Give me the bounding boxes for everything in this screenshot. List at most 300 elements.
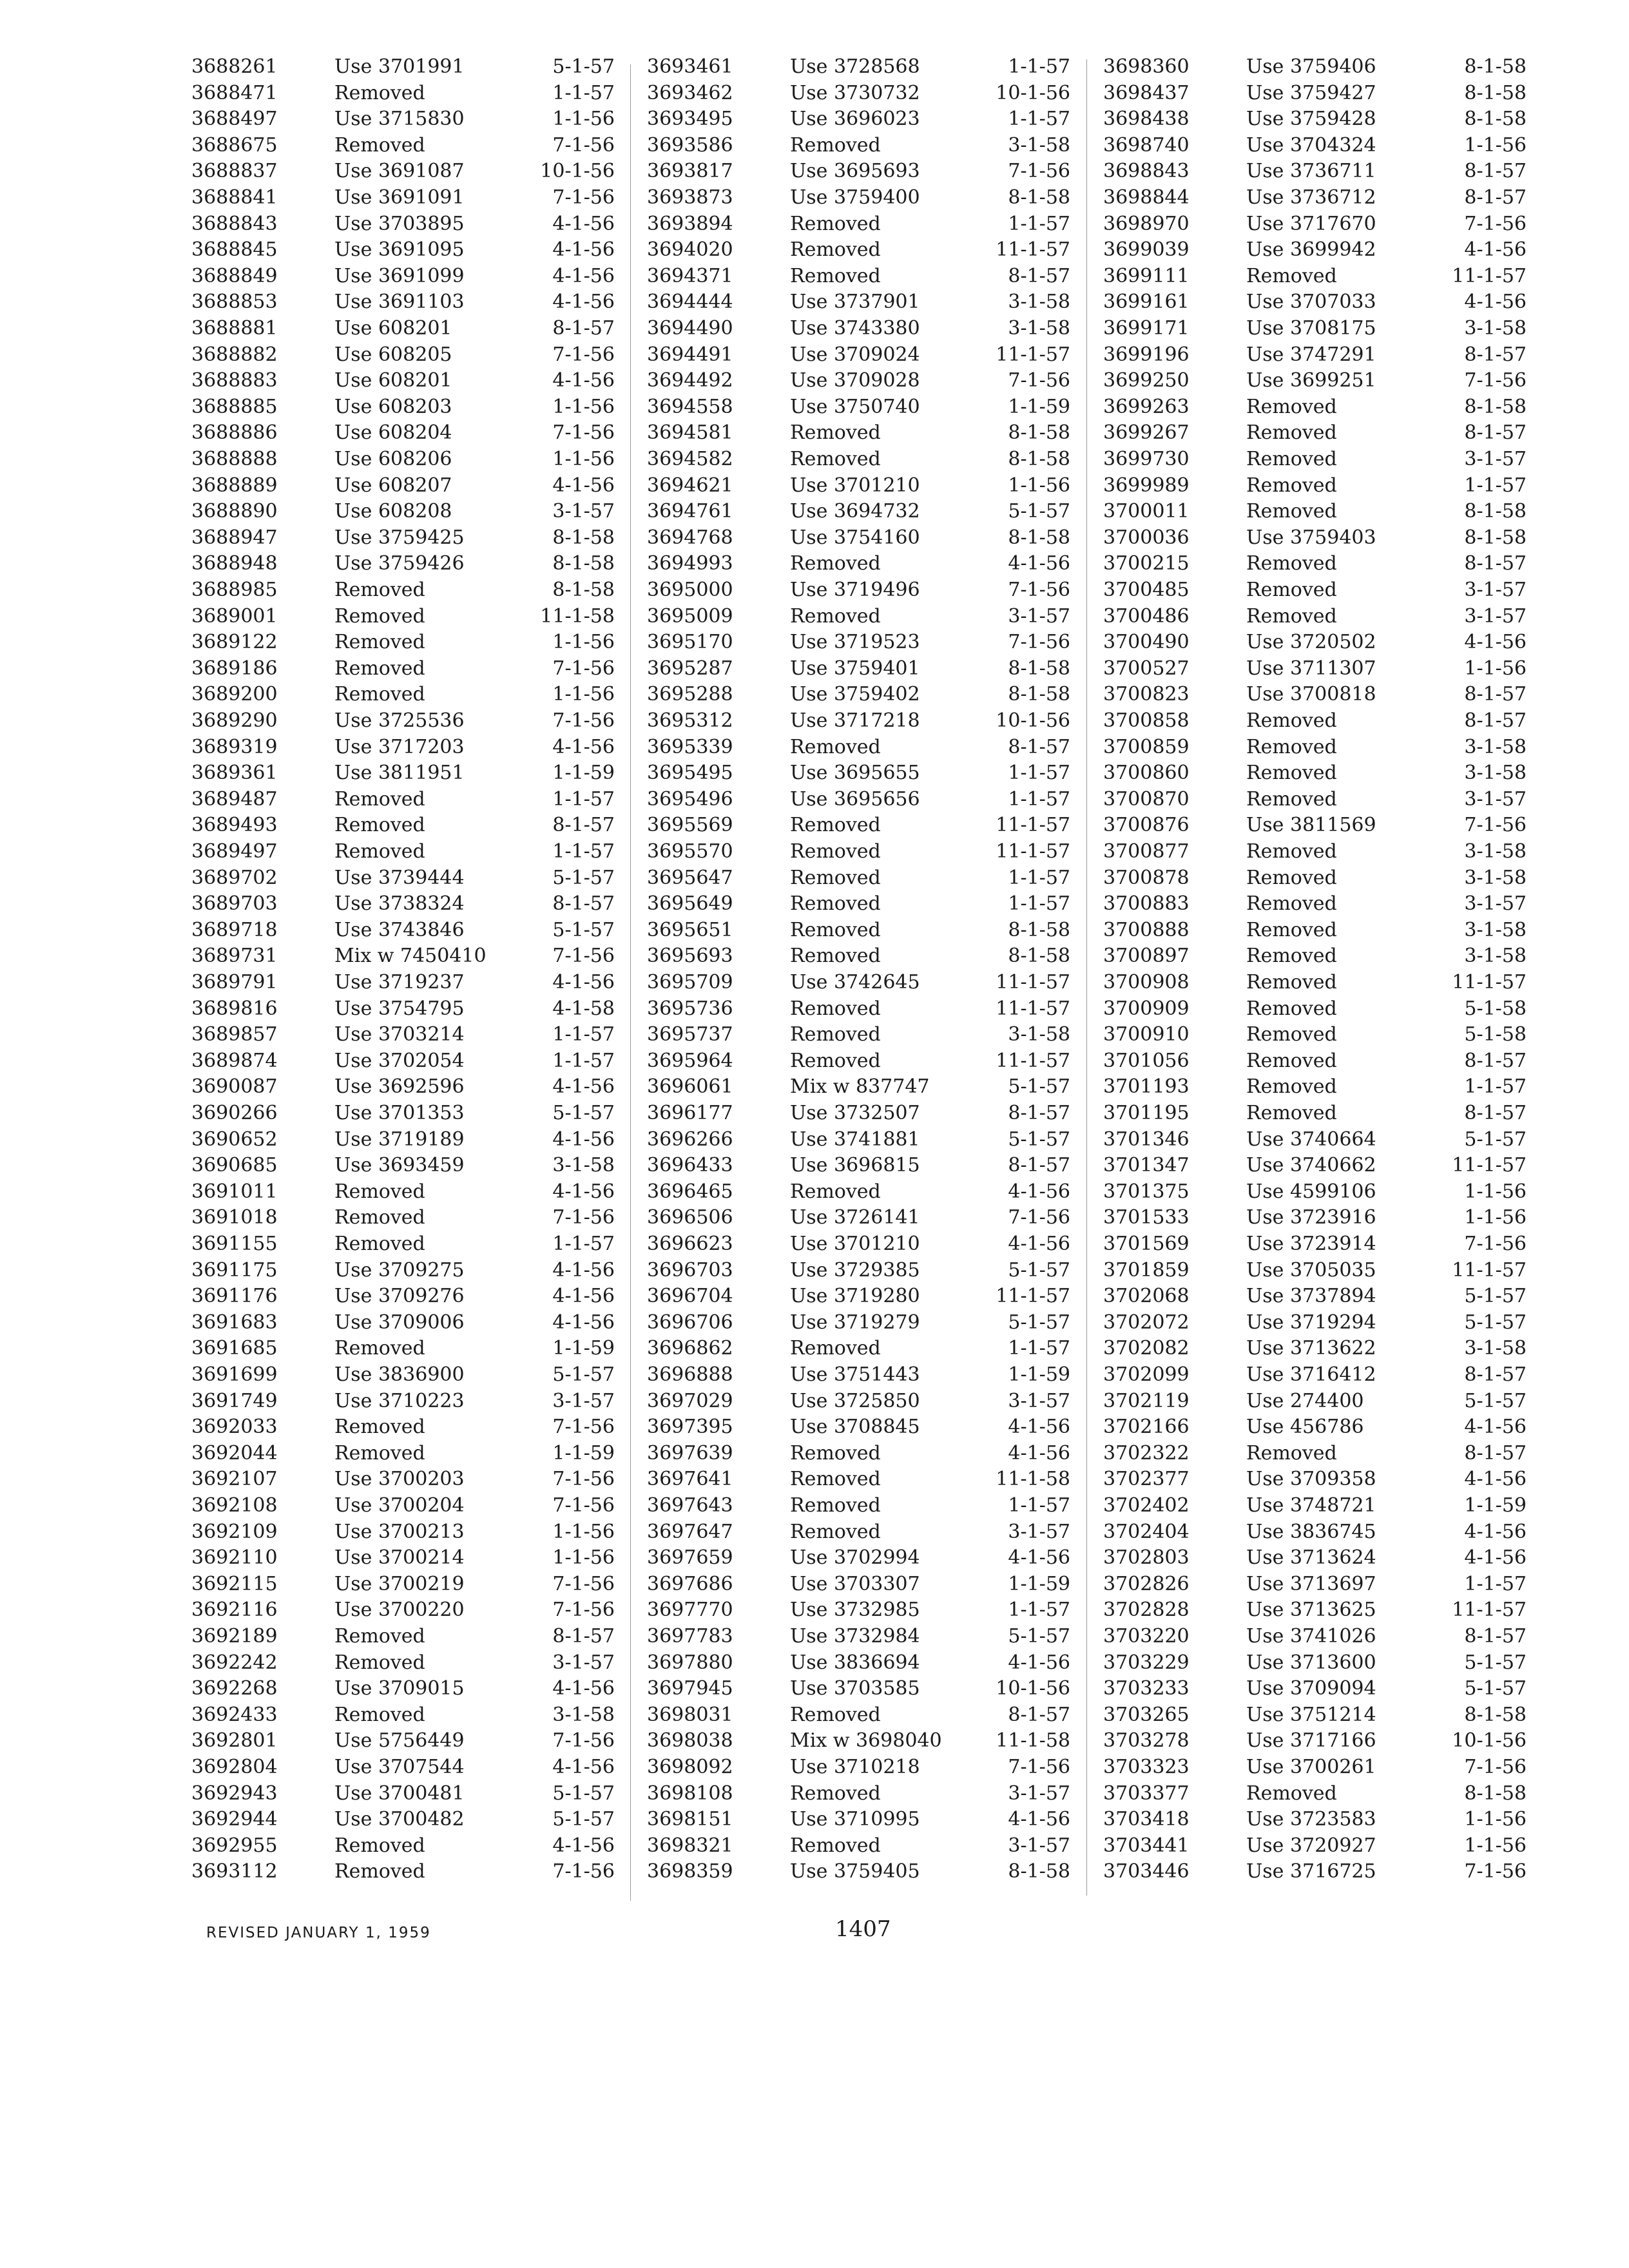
disposition: Removed [1246, 474, 1337, 497]
disposition: Use 3751443 [790, 1363, 920, 1386]
disposition: Use 3707033 [1246, 291, 1376, 314]
part-number: 3692110 [191, 1546, 278, 1570]
part-number: 3696177 [647, 1102, 733, 1124]
effective-date: 5-1-57 [1008, 1258, 1070, 1282]
disposition: Use 3836745 [1246, 1520, 1376, 1543]
disposition: Use 3700818 [1246, 683, 1376, 706]
effective-date: 3-1-58 [1464, 866, 1527, 889]
disposition: Removed [790, 866, 881, 889]
part-number: 3700215 [1103, 552, 1190, 575]
effective-date: 4-1-56 [1008, 1651, 1070, 1674]
effective-date: 8-1-58 [1464, 55, 1527, 78]
effective-date: 7-1-56 [552, 421, 615, 445]
disposition: Use 3700481 [334, 1782, 465, 1805]
disposition: Use 3748721 [1246, 1494, 1376, 1517]
effective-date: 8-1-58 [1464, 526, 1527, 549]
effective-date: 5-1-57 [1008, 1128, 1070, 1151]
effective-date: 11-1-58 [996, 1729, 1070, 1753]
disposition: Use 3709024 [790, 343, 920, 366]
part-number: 3689186 [191, 657, 278, 680]
disposition: Use 3738324 [334, 892, 465, 916]
effective-date: 1-1-57 [1008, 1599, 1070, 1622]
effective-date: 7-1-56 [1008, 369, 1070, 392]
part-number: 3688985 [191, 579, 278, 601]
effective-date: 3-1-57 [1464, 604, 1527, 628]
part-number: 3689718 [191, 918, 278, 941]
part-number: 3700876 [1103, 814, 1190, 837]
effective-date: 11-1-57 [1452, 971, 1527, 994]
part-number: 3688883 [191, 369, 278, 392]
effective-date: 8-1-58 [1464, 1703, 1527, 1726]
disposition: Use 3740662 [1246, 1154, 1376, 1177]
disposition: Use 3709358 [1246, 1468, 1376, 1491]
part-number: 3689319 [191, 735, 278, 758]
disposition: Use 3710218 [790, 1756, 920, 1778]
disposition: Removed [790, 1494, 881, 1517]
disposition: Removed [334, 1441, 425, 1465]
part-number: 3693894 [647, 212, 733, 235]
disposition: Use 3736711 [1246, 160, 1376, 183]
effective-date: 8-1-58 [552, 579, 615, 601]
part-number: 3697770 [647, 1599, 733, 1622]
part-number: 3694558 [647, 395, 733, 418]
part-number: 3695651 [647, 918, 733, 941]
effective-date: 10-1-56 [540, 160, 615, 183]
part-number: 3696703 [647, 1258, 733, 1282]
part-number: 3690685 [191, 1154, 278, 1177]
disposition: Use 3717203 [334, 735, 465, 758]
column-divider-2 [1086, 59, 1087, 1896]
disposition: Removed [1246, 421, 1337, 445]
effective-date: 11-1-57 [1452, 264, 1527, 287]
disposition: Removed [790, 735, 881, 758]
effective-date: 7-1-56 [1464, 1860, 1527, 1883]
disposition: Removed [790, 1441, 881, 1465]
disposition: Use 3691095 [334, 238, 465, 262]
part-number: 3695693 [647, 945, 733, 968]
part-number: 3695570 [647, 840, 733, 863]
effective-date: 11-1-57 [996, 238, 1070, 262]
part-number: 3702119 [1103, 1389, 1190, 1412]
part-number: 3699111 [1103, 264, 1190, 287]
disposition: Removed [1246, 1049, 1337, 1072]
disposition: Use 3700261 [1246, 1756, 1376, 1778]
part-number: 3695000 [647, 579, 733, 601]
disposition: Use 456786 [1246, 1416, 1364, 1439]
part-number: 3692189 [191, 1625, 278, 1648]
effective-date: 3-1-58 [1464, 945, 1527, 968]
disposition: Removed [334, 1703, 425, 1726]
disposition: Use 3713624 [1246, 1546, 1376, 1570]
part-number: 3702322 [1103, 1441, 1190, 1465]
part-number: 3688675 [191, 133, 278, 157]
effective-date: 3-1-58 [1464, 918, 1527, 941]
part-number: 3689361 [191, 762, 278, 785]
part-number: 3703377 [1103, 1782, 1190, 1805]
disposition: Use 3759401 [790, 657, 920, 680]
part-number: 3701346 [1103, 1128, 1190, 1151]
effective-date: 1-1-59 [1464, 1494, 1527, 1517]
disposition: Use 3719280 [790, 1285, 920, 1308]
part-number: 3695312 [647, 709, 733, 732]
disposition: Removed [1246, 395, 1337, 418]
part-number: 3703229 [1103, 1651, 1190, 1674]
disposition: Removed [790, 238, 881, 262]
part-number: 3689487 [191, 787, 278, 811]
effective-date: 1-1-56 [1464, 657, 1527, 680]
effective-date: 3-1-58 [1008, 1023, 1070, 1046]
effective-date: 8-1-57 [552, 892, 615, 916]
part-number: 3691176 [191, 1285, 278, 1308]
part-number: 3702072 [1103, 1311, 1190, 1334]
effective-date: 8-1-57 [1464, 1625, 1527, 1648]
part-number: 3695569 [647, 814, 733, 837]
disposition: Use 3701353 [334, 1102, 465, 1124]
part-number: 3691699 [191, 1363, 278, 1386]
part-number: 3698437 [1103, 81, 1190, 104]
part-number: 3689290 [191, 709, 278, 732]
disposition: Use 3696023 [790, 108, 920, 131]
disposition: Use 3759400 [790, 186, 920, 209]
part-number: 3696888 [647, 1363, 733, 1386]
disposition: Use 3713622 [1246, 1337, 1376, 1360]
effective-date: 8-1-57 [1464, 1102, 1527, 1124]
effective-date: 1-1-56 [552, 631, 615, 654]
effective-date: 5-1-57 [1464, 1389, 1527, 1412]
effective-date: 11-1-57 [996, 1049, 1070, 1072]
disposition: Removed [1246, 1782, 1337, 1805]
disposition: Removed [334, 1206, 425, 1229]
part-number: 3692115 [191, 1572, 278, 1595]
disposition: Use 3701991 [334, 55, 465, 78]
disposition: Use 3759402 [790, 683, 920, 706]
part-number: 3697783 [647, 1625, 733, 1648]
effective-date: 5-1-57 [1464, 1651, 1527, 1674]
disposition: Use 3836900 [334, 1363, 465, 1386]
part-number: 3701533 [1103, 1206, 1190, 1229]
disposition: Use 3704324 [1246, 133, 1376, 157]
disposition: Removed [1246, 448, 1337, 470]
disposition: Use 608208 [334, 500, 452, 523]
part-number: 3693873 [647, 186, 733, 209]
part-number: 3696433 [647, 1154, 733, 1177]
disposition: Removed [334, 133, 425, 157]
disposition: Use 3710223 [334, 1389, 465, 1412]
part-number: 3698031 [647, 1703, 733, 1726]
effective-date: 4-1-56 [552, 212, 615, 235]
effective-date: 1-1-56 [552, 683, 615, 706]
effective-date: 3-1-57 [1464, 787, 1527, 811]
part-number: 3692268 [191, 1677, 278, 1700]
effective-date: 1-1-56 [1464, 1808, 1527, 1831]
disposition: Use 3725850 [790, 1389, 920, 1412]
part-number: 3700858 [1103, 709, 1190, 732]
effective-date: 5-1-58 [1464, 1023, 1527, 1046]
effective-date: 3-1-57 [1464, 892, 1527, 916]
effective-date: 5-1-57 [552, 866, 615, 889]
disposition: Use 3713697 [1246, 1572, 1376, 1595]
part-number: 3697641 [647, 1468, 733, 1491]
effective-date: 5-1-57 [1008, 1311, 1070, 1334]
part-number: 3702068 [1103, 1285, 1190, 1308]
part-number: 3694768 [647, 526, 733, 549]
effective-date: 3-1-57 [1008, 1389, 1070, 1412]
part-number: 3694993 [647, 552, 733, 575]
part-number: 3692108 [191, 1494, 278, 1517]
effective-date: 4-1-56 [1008, 1416, 1070, 1439]
effective-date: 3-1-58 [1008, 291, 1070, 314]
part-number: 3700823 [1103, 683, 1190, 706]
part-number: 3695709 [647, 971, 733, 994]
disposition: Use 3759425 [334, 526, 465, 549]
part-number: 3701347 [1103, 1154, 1190, 1177]
effective-date: 1-1-57 [552, 1233, 615, 1255]
part-number: 3688889 [191, 474, 278, 497]
disposition: Use 3725536 [334, 709, 465, 732]
disposition: Use 3703214 [334, 1023, 465, 1046]
disposition: Use 608203 [334, 395, 452, 418]
effective-date: 3-1-57 [1008, 604, 1070, 628]
disposition: Use 3729385 [790, 1258, 920, 1282]
effective-date: 1-1-57 [1464, 474, 1527, 497]
effective-date: 3-1-57 [1008, 1782, 1070, 1805]
disposition: Removed [790, 421, 881, 445]
disposition: Use 3720502 [1246, 631, 1376, 654]
part-number: 3694621 [647, 474, 733, 497]
part-number: 3696465 [647, 1180, 733, 1203]
part-number: 3701569 [1103, 1233, 1190, 1255]
effective-date: 5-1-57 [552, 1102, 615, 1124]
disposition: Removed [790, 264, 881, 287]
disposition: Use 3754795 [334, 997, 465, 1020]
disposition: Use 3754160 [790, 526, 920, 549]
part-number: 3694582 [647, 448, 733, 470]
disposition: Removed [1246, 1075, 1337, 1099]
disposition: Removed [334, 657, 425, 680]
disposition: Removed [790, 1180, 881, 1203]
effective-date: 5-1-57 [552, 1363, 615, 1386]
disposition: Use 3709275 [334, 1258, 465, 1282]
disposition: Use 3719279 [790, 1311, 920, 1334]
part-number: 3698321 [647, 1834, 733, 1857]
part-number: 3688888 [191, 448, 278, 470]
disposition: Use 3719294 [1246, 1311, 1376, 1334]
part-number: 3692116 [191, 1599, 278, 1622]
effective-date: 3-1-57 [552, 1389, 615, 1412]
disposition: Removed [790, 840, 881, 863]
part-number: 3692804 [191, 1756, 278, 1778]
disposition: Use 3702994 [790, 1546, 920, 1570]
disposition: Removed [1246, 866, 1337, 889]
part-number: 3689122 [191, 631, 278, 654]
part-number: 3694491 [647, 343, 733, 366]
part-number: 3703446 [1103, 1860, 1190, 1883]
effective-date: 11-1-57 [996, 1285, 1070, 1308]
disposition: Removed [334, 1416, 425, 1439]
effective-date: 8-1-57 [1464, 1441, 1527, 1465]
disposition: Use 3694732 [790, 500, 920, 523]
part-number: 3700897 [1103, 945, 1190, 968]
disposition: Use 3726141 [790, 1206, 920, 1229]
effective-date: 4-1-56 [552, 1128, 615, 1151]
disposition: Use 3700213 [334, 1520, 465, 1543]
part-number: 3700490 [1103, 631, 1190, 654]
effective-date: 3-1-58 [1008, 317, 1070, 340]
part-number: 3702082 [1103, 1337, 1190, 1360]
part-number: 3699263 [1103, 395, 1190, 418]
effective-date: 8-1-58 [1464, 1782, 1527, 1805]
disposition: Removed [334, 1233, 425, 1255]
part-number: 3700860 [1103, 762, 1190, 785]
disposition: Use 3691091 [334, 186, 465, 209]
part-number: 3700908 [1103, 971, 1190, 994]
part-number: 3691683 [191, 1311, 278, 1334]
disposition: Removed [1246, 997, 1337, 1020]
disposition: Use 3709015 [334, 1677, 465, 1700]
effective-date: 1-1-57 [1464, 1572, 1527, 1595]
effective-date: 3-1-57 [1008, 1520, 1070, 1543]
effective-date: 7-1-56 [552, 186, 615, 209]
part-number: 3701193 [1103, 1075, 1190, 1099]
effective-date: 4-1-56 [1008, 1546, 1070, 1570]
disposition: Removed [334, 81, 425, 104]
disposition: Use 3705035 [1246, 1258, 1376, 1282]
disposition: Use 3703895 [334, 212, 465, 235]
effective-date: 8-1-58 [1008, 526, 1070, 549]
effective-date: 3-1-57 [1464, 448, 1527, 470]
effective-date: 8-1-57 [552, 814, 615, 837]
disposition: Removed [790, 552, 881, 575]
disposition: Use 3737901 [790, 291, 920, 314]
part-number: 3702377 [1103, 1468, 1190, 1491]
part-number: 3689200 [191, 683, 278, 706]
part-number: 3692044 [191, 1441, 278, 1465]
disposition: Removed [790, 1782, 881, 1805]
effective-date: 7-1-56 [1464, 369, 1527, 392]
disposition: Use 3702054 [334, 1049, 465, 1072]
disposition: Use 274400 [1246, 1389, 1364, 1412]
part-number: 3695649 [647, 892, 733, 916]
effective-date: 8-1-57 [1464, 343, 1527, 366]
effective-date: 7-1-56 [1464, 212, 1527, 235]
part-number: 3700878 [1103, 866, 1190, 889]
disposition: Removed [334, 1625, 425, 1648]
effective-date: 4-1-56 [552, 1180, 615, 1203]
part-number: 3692433 [191, 1703, 278, 1726]
disposition: Removed [1246, 787, 1337, 811]
disposition: Use 3811569 [1246, 814, 1376, 837]
disposition: Use 3713625 [1246, 1599, 1376, 1622]
disposition: Removed [790, 1337, 881, 1360]
part-number: 3700870 [1103, 787, 1190, 811]
disposition: Use 3707544 [334, 1756, 465, 1778]
part-number: 3688471 [191, 81, 278, 104]
part-number: 3703278 [1103, 1729, 1190, 1753]
part-number: 3688947 [191, 526, 278, 549]
disposition: Use 3695655 [790, 762, 920, 785]
part-number: 3697945 [647, 1677, 733, 1700]
part-number: 3691685 [191, 1337, 278, 1360]
effective-date: 4-1-56 [552, 1311, 615, 1334]
part-number: 3689816 [191, 997, 278, 1020]
effective-date: 1-1-57 [1008, 108, 1070, 131]
disposition: Use 3709276 [334, 1285, 465, 1308]
disposition: Removed [1246, 840, 1337, 863]
effective-date: 8-1-57 [1008, 1703, 1070, 1726]
effective-date: 8-1-57 [1008, 1154, 1070, 1177]
part-number: 3695287 [647, 657, 733, 680]
effective-date: 1-1-56 [1008, 474, 1070, 497]
part-number: 3700877 [1103, 840, 1190, 863]
disposition: Removed [790, 1834, 881, 1857]
part-number: 3698970 [1103, 212, 1190, 235]
part-number: 3698092 [647, 1756, 733, 1778]
disposition: Use 3719523 [790, 631, 920, 654]
part-number: 3694492 [647, 369, 733, 392]
part-number: 3693817 [647, 160, 733, 183]
part-number: 3700883 [1103, 892, 1190, 916]
effective-date: 5-1-57 [1464, 1677, 1527, 1700]
disposition: Use 3751214 [1246, 1703, 1376, 1726]
disposition: Use 3700214 [334, 1546, 465, 1570]
part-number: 3688837 [191, 160, 278, 183]
disposition: Removed [790, 814, 881, 837]
effective-date: 1-1-59 [1008, 395, 1070, 418]
part-number: 3689497 [191, 840, 278, 863]
disposition: Removed [790, 212, 881, 235]
effective-date: 11-1-57 [996, 997, 1070, 1020]
disposition: Use 3700219 [334, 1572, 465, 1595]
disposition: Removed [790, 1023, 881, 1046]
disposition: Use 3759405 [790, 1860, 920, 1883]
effective-date: 1-1-57 [1008, 787, 1070, 811]
disposition: Use 3741026 [1246, 1625, 1376, 1648]
part-number: 3689493 [191, 814, 278, 837]
effective-date: 8-1-58 [1464, 81, 1527, 104]
effective-date: 3-1-58 [552, 1154, 615, 1177]
effective-date: 5-1-57 [1464, 1285, 1527, 1308]
part-number: 3699267 [1103, 421, 1190, 445]
effective-date: 11-1-57 [996, 814, 1070, 837]
part-number: 3695737 [647, 1023, 733, 1046]
part-number: 3698359 [647, 1860, 733, 1883]
effective-date: 11-1-57 [1452, 1258, 1527, 1282]
effective-date: 3-1-57 [552, 500, 615, 523]
part-number: 3697639 [647, 1441, 733, 1465]
effective-date: 1-1-56 [552, 1546, 615, 1570]
part-number: 3688890 [191, 500, 278, 523]
effective-date: 1-1-57 [1008, 212, 1070, 235]
effective-date: 11-1-57 [996, 343, 1070, 366]
part-number: 3691018 [191, 1206, 278, 1229]
effective-date: 1-1-57 [1008, 1494, 1070, 1517]
disposition: Removed [334, 631, 425, 654]
disposition: Removed [1246, 579, 1337, 601]
disposition: Use 3741881 [790, 1128, 920, 1151]
effective-date: 4-1-56 [1008, 1233, 1070, 1255]
disposition: Use 3715830 [334, 108, 465, 131]
part-number: 3698844 [1103, 186, 1190, 209]
part-number: 3692801 [191, 1729, 278, 1753]
effective-date: 3-1-58 [1464, 762, 1527, 785]
effective-date: 8-1-57 [1464, 421, 1527, 445]
effective-date: 4-1-56 [552, 264, 615, 287]
effective-date: 7-1-56 [1008, 631, 1070, 654]
effective-date: 4-1-56 [552, 1834, 615, 1857]
disposition: Use 3723916 [1246, 1206, 1376, 1229]
part-number: 3697659 [647, 1546, 733, 1570]
effective-date: 4-1-56 [1464, 1520, 1527, 1543]
